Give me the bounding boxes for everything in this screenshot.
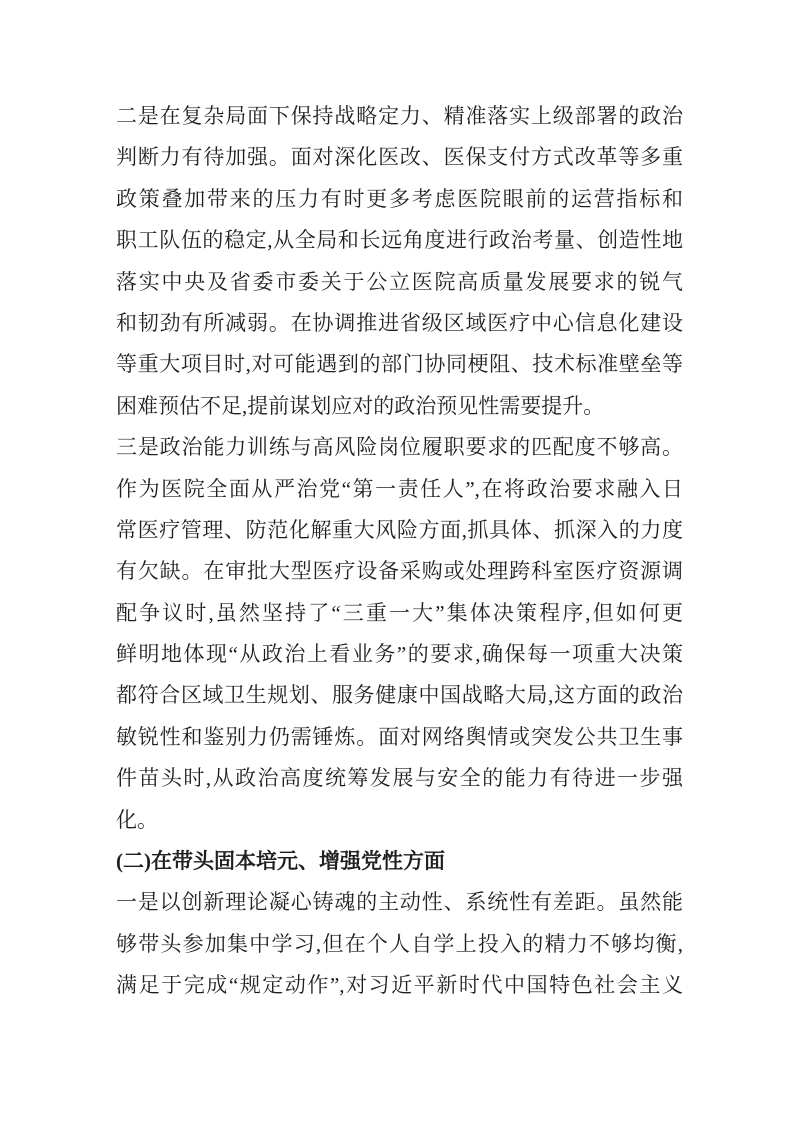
text-line: 常医疗管理、防范化解重大风险方面,抓具体、抓深入的力度 bbox=[116, 517, 683, 542]
text-line: 职工队伍的稳定,从全局和长远角度进行政治考量、创造性地 bbox=[116, 228, 683, 253]
text-line: 困难预估不足,提前谋划应对的政治预见性需要提升。 bbox=[116, 393, 605, 418]
text-line: 二是在复杂局面下保持战略定力、精准落实上级部署的政治 bbox=[116, 104, 683, 128]
text-line: 满足于完成“规定动作”,对习近平新时代中国特色社会主义 bbox=[116, 973, 683, 998]
text-line: 作为医院全面从严治党“第一责任人”,在将政治要求融入日 bbox=[116, 476, 683, 501]
para-point-three-political-ability bbox=[116, 427, 683, 841]
document-text-content bbox=[116, 96, 683, 1007]
heading-section-two-party-spirit bbox=[116, 841, 683, 882]
text-line: 政策叠加带来的压力有时更多考虑医院眼前的运营指标和 bbox=[116, 186, 683, 211]
text-line: 鲜明地体现“从政治上看业务”的要求,确保每一项重大决策 bbox=[116, 642, 683, 667]
text-line: 判断力有待加强。面对深化医改、医保支付方式改革等多重 bbox=[116, 145, 683, 170]
text-line: 件苗头时,从政治高度统筹发展与安全的能力有待进一步强 bbox=[116, 766, 683, 791]
text-line: 够带头参加集中学习,但在个人自学上投入的精力不够均衡, bbox=[116, 931, 683, 956]
section-heading-line: (二)在带头固本培元、增强党性方面 bbox=[116, 849, 445, 874]
text-line: 落实中央及省委市委关于公立医院高质量发展要求的锐气 bbox=[116, 269, 683, 294]
text-line: 一是以创新理论凝心铸魂的主动性、系统性有差距。虽然能 bbox=[116, 890, 683, 915]
text-line: 化。 bbox=[116, 807, 158, 832]
text-line: 等重大项目时,对可能遇到的部门协同梗阻、技术标准壁垒等 bbox=[116, 352, 683, 377]
para-point-one-theory-study bbox=[116, 882, 683, 1006]
text-line: 三是政治能力训练与高风险岗位履职要求的匹配度不够高。 bbox=[116, 435, 683, 460]
text-line: 有欠缺。在审批大型医疗设备采购或处理跨科室医疗资源调 bbox=[116, 559, 683, 584]
text-line: 和韧劲有所减弱。在协调推进省级区域医疗中心信息化建设 bbox=[116, 310, 683, 335]
para-point-two-political-judgment bbox=[116, 96, 683, 427]
text-line: 配争议时,虽然坚持了“三重一大”集体决策程序,但如何更 bbox=[116, 600, 683, 625]
text-line: 都符合区域卫生规划、服务健康中国战略大局,这方面的政治 bbox=[116, 683, 683, 708]
text-line: 敏锐性和鉴别力仍需锤炼。面对网络舆情或突发公共卫生事 bbox=[116, 724, 683, 749]
